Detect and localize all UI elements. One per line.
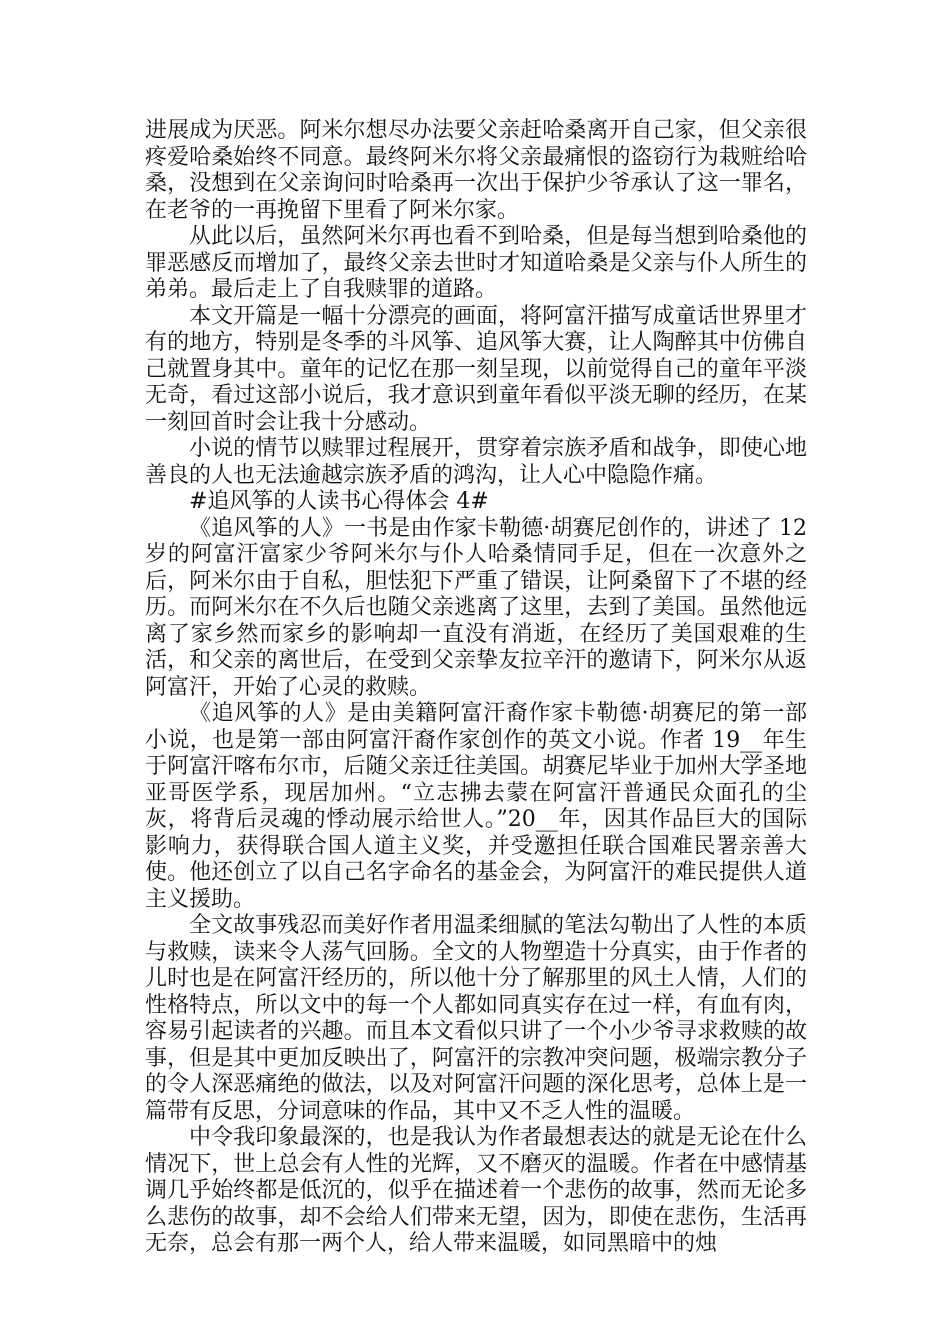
paragraph-2: 从此以后，虽然阿米尔再也看不到哈桑，但是每当想到哈桑他的罪恶感反而增加了，最终父亲去世时才知道哈桑是父亲与仆人所生的弟弟。最后走上了自我赎罪的道路。 xyxy=(145,224,807,302)
paragraph-8: 中令我印象最深的，也是我认为作者最想表达的就是无论在什么情况下，世上总会有人性的光辉，又不磨灭的温暖。作者在中感情基调几乎始终都是低沉的，似乎在描述着一个悲伤的故事，然而无论多么悲伤的故事，却不会给人们带来无望，因为，即使在悲伤，生活再无奈，总会有那一两个人，给人带来温暖，如同黑暗中的烛 xyxy=(145,1125,807,1256)
paragraph-6: 《追风筝的人》是由美籍阿富汗裔作家卡勒德·胡赛尼的第一部小说，也是第一部由阿富汗裔作家创作的英文小说。作者 19__年生于阿富汗喀布尔市，后随父亲迁往美国。胡赛尼毕业于加州大学圣地亚哥医学系，现居加州。“立志拂去蒙在阿富汗普通民众面孔的尘灰，将背后灵魂的悸动展示给世人。”20__年，因其作品巨大的国际影响力，获得联合国人道主义奖，并受邀担任联合国难民署亲善大使。他还创立了以自己名字命名的基金会，为阿富汗的难民提供人道主义援助。 xyxy=(145,701,807,912)
paragraph-3: 本文开篇是一幅十分漂亮的画面，将阿富汗描写成童话世界里才有的地方，特别是冬季的斗风筝、追风筝大赛，让人陶醉其中仿佛自己就置身其中。童年的记忆在那一刻呈现，以前觉得自己的童年平淡无奇，看过这部小说后，我才意识到童年看似平淡无聊的经历，在某一刻回首时会让我十分感动。 xyxy=(145,303,807,435)
section-heading: #追风筝的人读书心得体会 4# xyxy=(189,489,489,514)
paragraph-5: 《追风筝的人》一书是由作家卡勒德·胡赛尼创作的，讲述了 12 岁的阿富汗富家少爷阿米尔与仆人哈桑情同手足，但在一次意外之后，阿米尔由于自私，胆怯犯下严重了错误，让阿桑留下了不堪的经历。而阿米尔在不久后也随父亲逃离了这里，去到了美国。虽然他远离了家乡然而家乡的影响却一直没有消逝，在经历了美国艰难的生活，和父亲的离世后，在受到父亲挚友拉辛汗的邀请下，阿米尔从返阿富汗，开始了心灵的救赎。 xyxy=(145,515,807,700)
document-page xyxy=(145,118,807,1258)
paragraph-7: 全文故事残忍而美好作者用温柔细腻的笔法勾勒出了人性的本质与救赎，读来令人荡气回肠。全文的人物塑造十分真实，由于作者的儿时也是在阿富汗经历的，所以他十分了解那里的风土人情，人们的性格特点，所以文中的每一个人都如同真实存在过一样，有血有肉，容易引起读者的兴趣。而且本文看似只讲了一个小少爷寻求救赎的故事，但是其中更加反映出了，阿富汗的宗教冲突问题，极端宗教分子的令人深恶痛绝的做法，以及对阿富汗问题的深化思考，总体上是一篇带有反思，分词意味的作品，其中又不乏人性的温暖。 xyxy=(145,913,807,1124)
paragraph-4: 小说的情节以赎罪过程展开，贯穿着宗族矛盾和战争，即使心地善良的人也无法逾越宗族矛盾的鸿沟，让人心中隐隐作痛。 xyxy=(145,436,807,488)
paragraph-1: 进展成为厌恶。阿米尔想尽办法要父亲赶哈桑离开自己家，但父亲很疼爱哈桑始终不同意。最终阿米尔将父亲最痛恨的盗窃行为栽赃给哈桑，没想到在父亲询问时哈桑再一次出于保护少爷承认了这一罪名，在老爷的一再挽留下里看了阿米尔家。 xyxy=(145,118,807,223)
